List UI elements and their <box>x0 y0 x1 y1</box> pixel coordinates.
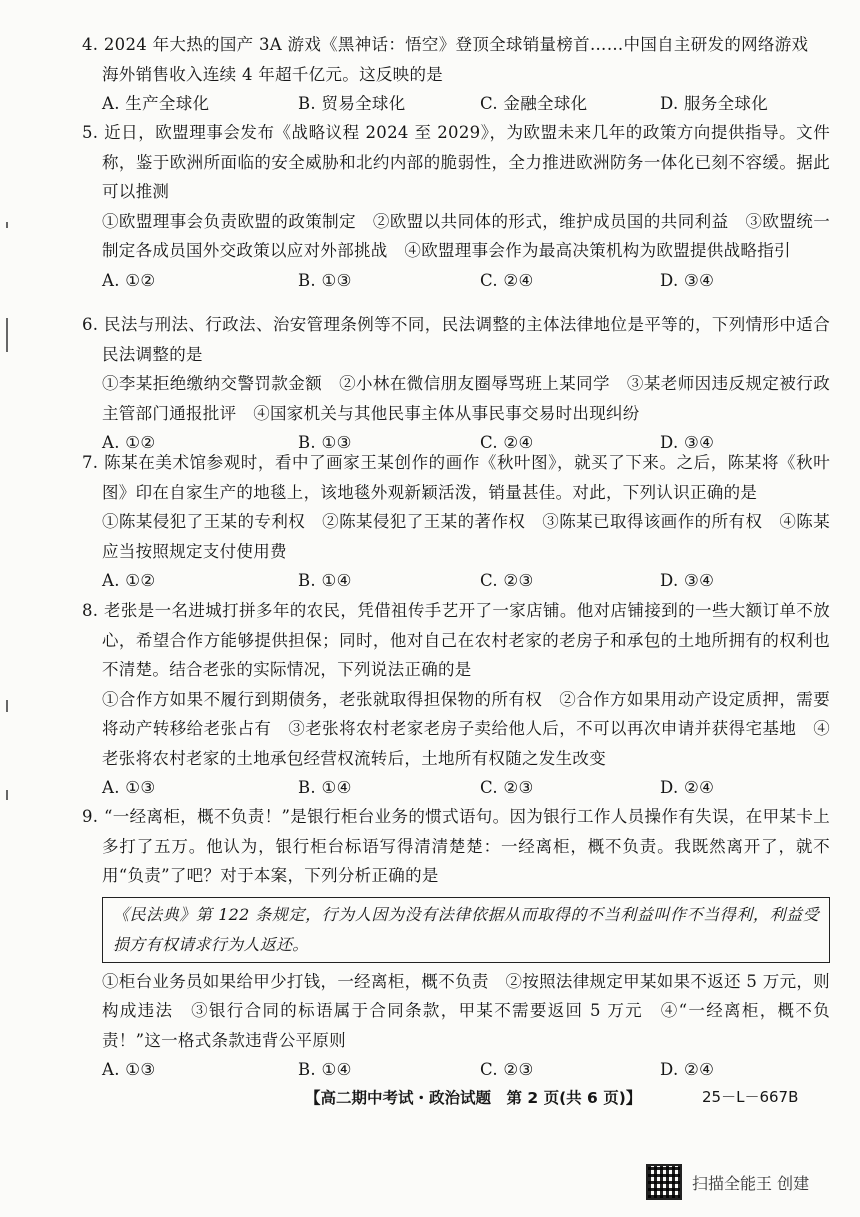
question-stem: 5. 近日，欧盟理事会发布《战略议程 2024 至 2029》，为欧盟未来几年的政策方向提供指导。文件称，鉴于欧洲所面临的安全威胁和北约内部的脆弱性，全力推进欧洲防务一体化已刻不容缓。据此可以推测 <box>82 123 830 201</box>
paper-code: 25－L－667B <box>702 1088 799 1106</box>
option-b[interactable]: B. ①④ <box>298 1060 352 1079</box>
option-d[interactable]: D. ③④ <box>660 433 715 452</box>
option-d[interactable]: D. ③④ <box>660 571 715 590</box>
answer-options <box>82 266 830 296</box>
question-items: ①合作方如果不履行到期债务，老张就取得担保物的所有权 ②合作方如果用动产设定质押，需要将动产转移给老张占有 ③老张将农村老家老房子卖给他人后，不可以再次申请并获得宅基地 ④老张将农村老家的土地承包经营权流转后，土地所有权随之发生改变 <box>102 689 830 768</box>
scanner-label: 扫描全能王 创建 <box>692 1173 810 1193</box>
footer-title: 【高二期中考试・政治试题 第 2 页(共 6 页)】 <box>305 1089 642 1107</box>
answer-options <box>82 89 830 119</box>
option-a[interactable]: A. ①② <box>102 270 156 290</box>
question-items: ①欧盟理事会负责欧盟的政策制定 ②欧盟以共同体的形式，维护成员国的共同利益 ③欧盟统一制定各成员国外交政策以应对外部挑战 ④欧盟理事会作为最高决策机构为欧盟提供战略指引 <box>102 211 830 260</box>
answer-options <box>82 566 830 596</box>
binding-mark <box>6 318 8 352</box>
question-7 <box>82 448 830 596</box>
question-items: ①陈某侵犯了王某的专利权 ②陈某侵犯了王某的著作权 ③陈某已取得该画作的所有权 ④陈某应当按照规定支付使用费 <box>102 512 830 561</box>
answer-options <box>82 773 830 803</box>
question-stem-cont: 海外销售收入连续 4 年超千亿元。这反映的是 <box>102 64 444 84</box>
binding-mark <box>6 700 8 712</box>
binding-mark <box>6 790 8 800</box>
question-stem: 6. 民法与刑法、行政法、治安管理条例等不同，民法调整的主体法律地位是平等的，下列情形中适合民法调整的是 <box>82 315 830 364</box>
option-d[interactable]: D. 服务全球化 <box>660 94 769 113</box>
question-stem: 9. “一经离柜，概不负责！”是银行柜台业务的惯式语句。因为银行工作人员操作有失误，在甲某卡上多打了五万。他认为，银行柜台标语写得清清楚楚：一经离柜，概不负责。我既然离开了，就不用“负责”了吧？对于本案，下列分析正确的是 <box>82 807 830 885</box>
option-c[interactable]: C. ②④ <box>480 270 534 290</box>
question-8 <box>82 596 830 803</box>
question-stem: 8. 老张是一名进城打拼多年的农民，凭借祖传手艺开了一家店铺。他对店铺接到的一些大额订单不放心，希望合作方能够提供担保；同时，他对自己在农村老家的老房子和承包的土地所拥有的权利也不清楚。结合老张的实际情况，下列说法正确的是 <box>82 601 830 679</box>
question-6 <box>82 310 830 458</box>
option-a[interactable]: A. ①③ <box>102 778 156 797</box>
question-items: ①柜台业务员如果给甲少打钱，一经离柜，概不负责 ②按照法律规定甲某如果不返还 5 万元，则构成违法 ③银行合同的标语属于合同条款，甲某不需要返回 5 万元 ④“一经离柜，概不负责！”这一格式条款违背公平原则 <box>102 971 830 1050</box>
option-c[interactable]: C. ②③ <box>480 1060 534 1079</box>
option-b[interactable]: B. ①③ <box>298 433 352 452</box>
option-c[interactable]: C. 金融全球化 <box>480 94 588 113</box>
option-b[interactable]: B. ①④ <box>298 571 352 590</box>
question-4 <box>82 30 830 119</box>
option-c[interactable]: C. ②④ <box>480 433 534 452</box>
option-a[interactable]: A. 生产全球化 <box>102 94 210 113</box>
legal-quote-box: 《民法典》第 122 条规定，行为人因为没有法律依据从而取得的不当利益叫作不当得利，利益受损方有权请求行为人返还。 <box>102 897 830 963</box>
question-stem: 7. 陈某在美术馆参观时，看中了画家王某创作的画作《秋叶图》，就买了下来。之后，陈某将《秋叶图》印在自家生产的地毯上，该地毯外观新颖活泼，销量甚佳。对此，下列认识正确的是 <box>82 453 830 502</box>
answer-options <box>82 1055 830 1085</box>
option-c[interactable]: C. ②③ <box>480 571 534 590</box>
option-c[interactable]: C. ②③ <box>480 778 534 797</box>
option-b[interactable]: B. ①④ <box>298 778 352 797</box>
option-d[interactable]: D. ②④ <box>660 1060 715 1079</box>
option-d[interactable]: D. ②④ <box>660 778 715 797</box>
question-stem: 4. 2024 年大热的国产 3A 游戏《黑神话：悟空》登顶全球销量榜首……中国自主研发的网络游戏 <box>82 35 809 54</box>
option-a[interactable]: A. ①② <box>102 571 156 590</box>
option-b[interactable]: B. ①③ <box>298 270 352 290</box>
option-b[interactable]: B. 贸易全球化 <box>298 94 406 113</box>
qr-code-icon <box>646 1164 682 1200</box>
option-a[interactable]: A. ①③ <box>102 1060 156 1079</box>
question-items: ①李某拒绝缴纳交警罚款金额 ②小林在微信朋友圈辱骂班上某同学 ③某老师因违反规定被行政主管部门通报批评 ④国家机关与其他民事主体从事民事交易时出现纠纷 <box>102 374 830 423</box>
option-a[interactable]: A. ①② <box>102 433 156 452</box>
question-9 <box>82 802 830 1085</box>
question-5 <box>82 118 830 295</box>
scanner-watermark <box>646 1164 809 1200</box>
binding-mark <box>6 222 8 228</box>
option-d[interactable]: D. ③④ <box>660 270 715 290</box>
